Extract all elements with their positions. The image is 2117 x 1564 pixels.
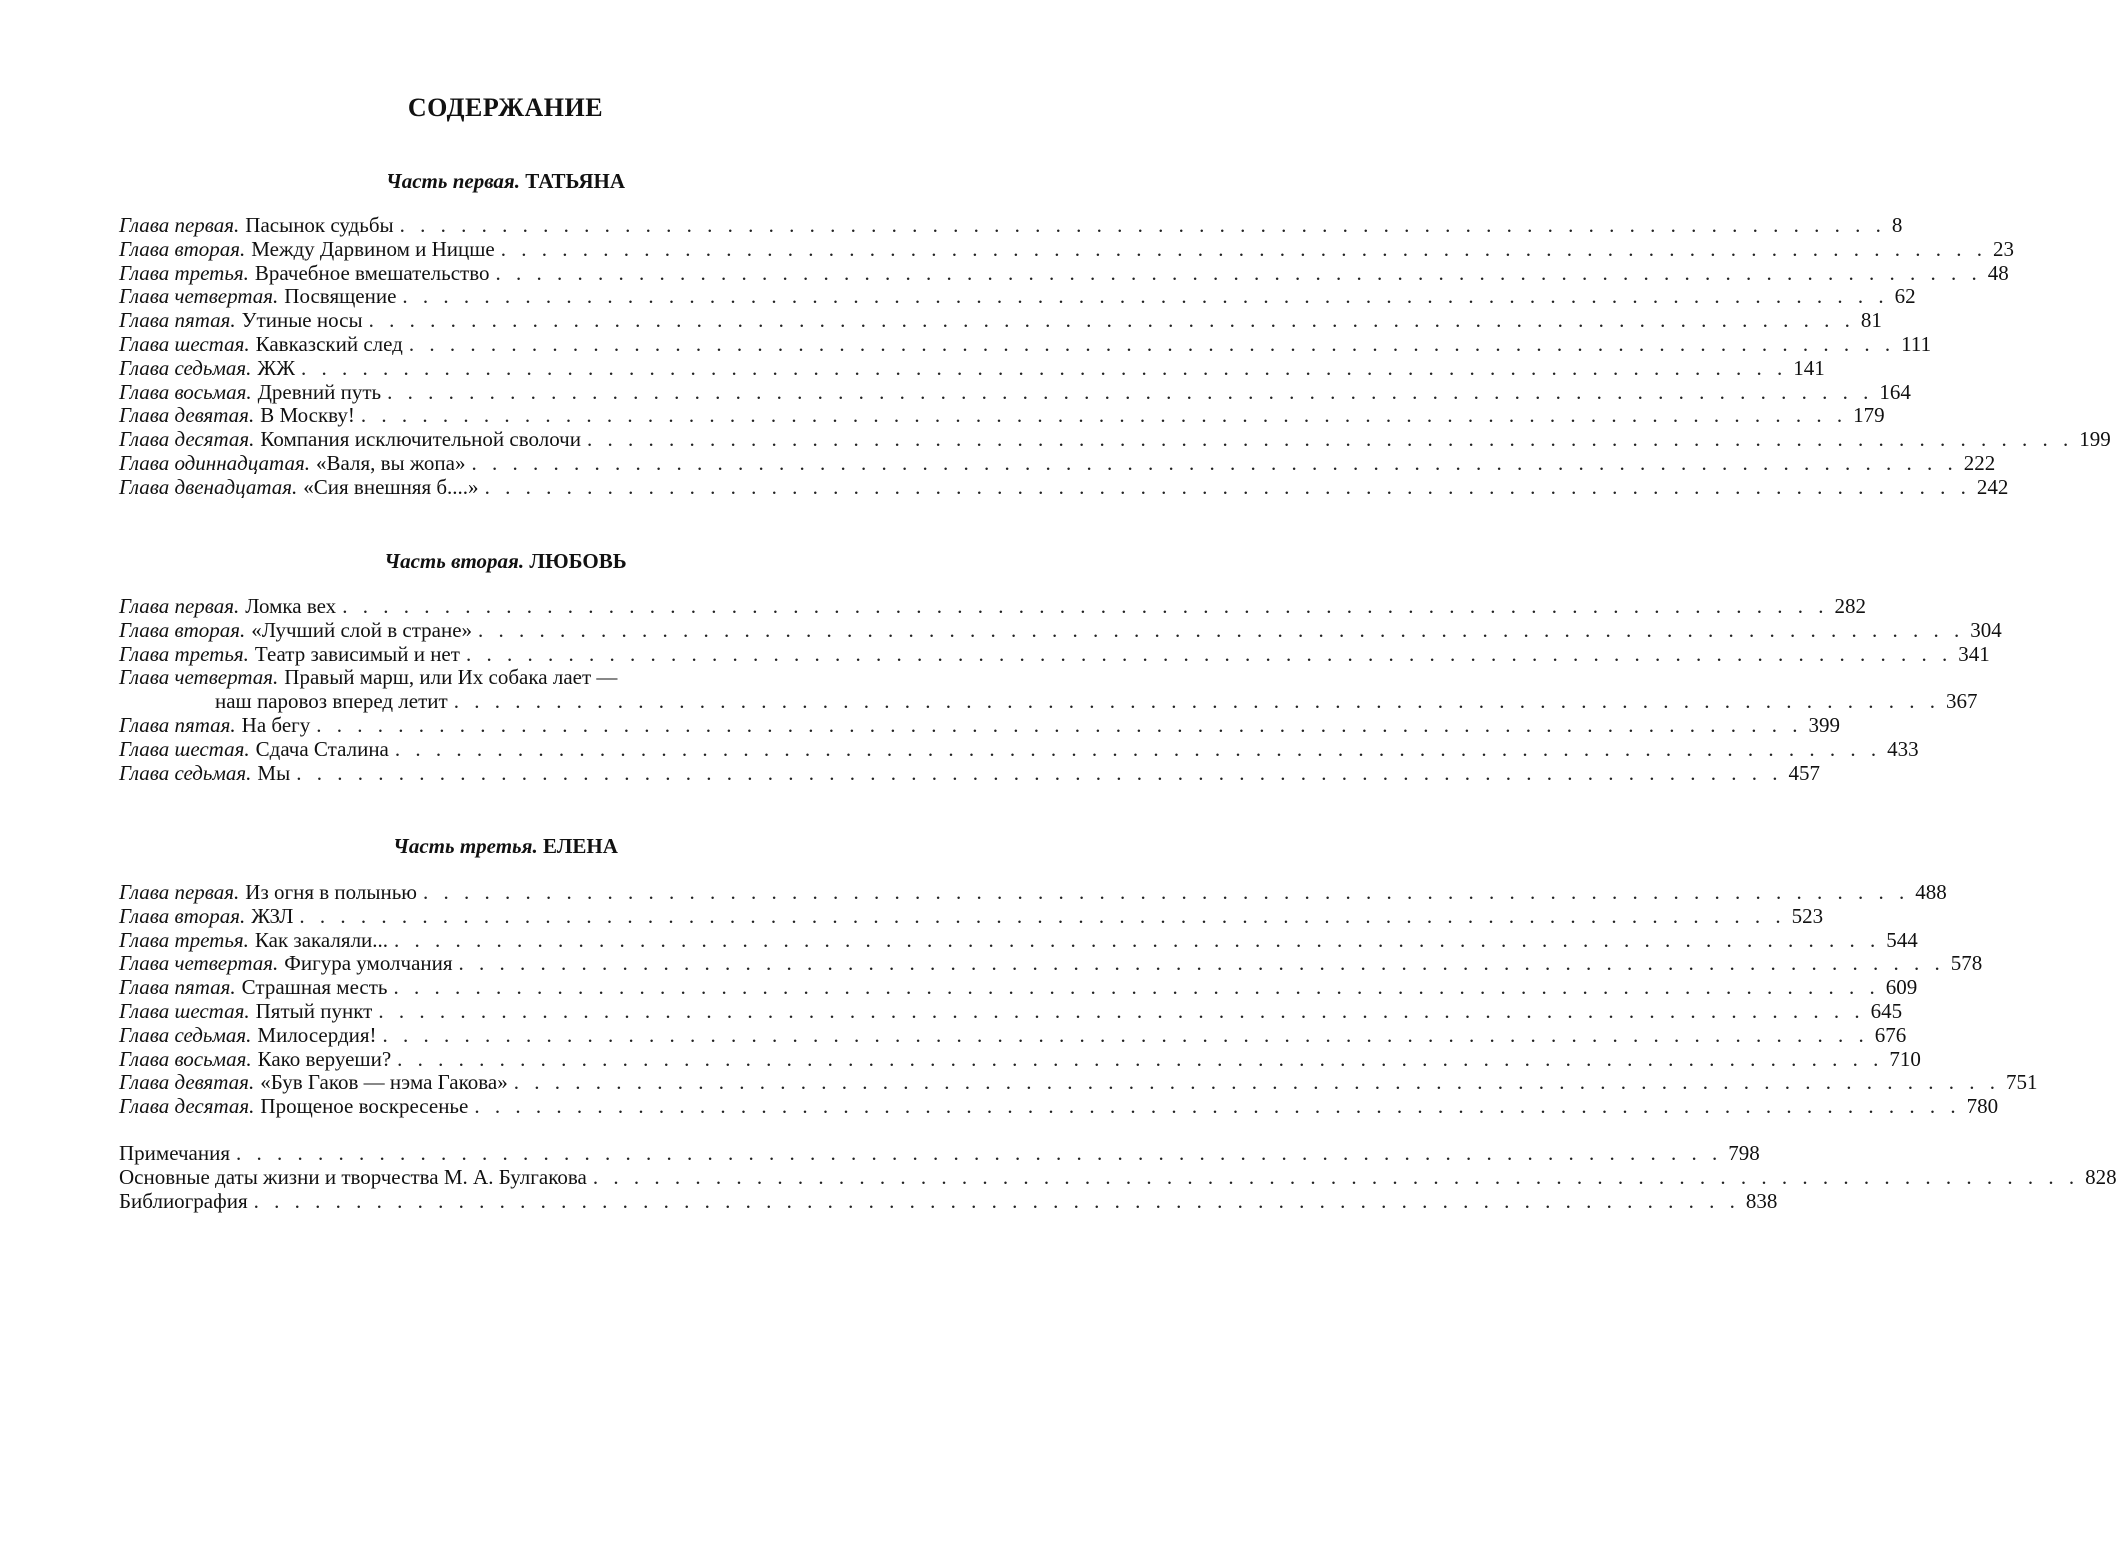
chapter-title: В Москву! bbox=[260, 403, 355, 428]
toc-entry[interactable] bbox=[119, 617, 2002, 643]
chapter-title: «Валя, вы жопа» bbox=[315, 450, 466, 475]
toc-entry[interactable] bbox=[119, 903, 1824, 929]
chapter-title: Фигура умолчания bbox=[284, 951, 453, 976]
chapter-title: Врачебное вмешательство bbox=[254, 260, 490, 285]
dot-leader: . . . . . . . . . . . . . . . . . . . . . . . . . . . . . . . . . . . . . . . . . . . . . . . . . . . . . . . . . . . . . . . . . . . . . . . . . bbox=[592, 1164, 2080, 1189]
part-prefix: Часть первая. bbox=[385, 169, 521, 193]
chapter-number: Глава первая. bbox=[119, 880, 240, 904]
page-number: 488 bbox=[1915, 880, 1947, 904]
chapter-number: Глава пятая. bbox=[119, 308, 236, 333]
dot-leader: . . . . . . . . . . . . . . . . . . . . . . . . . . . . . . . . . . . . . . . . . . . . . . . . . . . . . . . . . . . . . . . . . . . . . . . . . bbox=[387, 379, 1874, 404]
toc-entry[interactable] bbox=[119, 213, 1903, 238]
dot-leader: . . . . . . . . . . . . . . . . . . . . . . . . . . . . . . . . . . . . . . . . . . . . . . . . . . . . . . . . . . . . . . . . . . . . . . . . . bbox=[393, 975, 1880, 1000]
dot-leader: . . . . . . . . . . . . . . . . . . . . . . . . . . . . . . . . . . . . . . . . . . . . . . . . . . . . . . . . . . . . . . . . . . . . . . . . . bbox=[399, 213, 1886, 237]
chapter-number: Глава девятая. bbox=[119, 1070, 255, 1095]
page-number: 828 bbox=[2085, 1164, 2117, 1189]
page-number: 676 bbox=[1874, 1022, 1907, 1047]
toc-entry[interactable] bbox=[119, 1164, 2117, 1190]
dot-leader: . . . . . . . . . . . . . . . . . . . . . . . . . . . . . . . . . . . . . . . . . . . . . . . . . . . . . . . . . . . . . . . . . . . . . . . . . bbox=[422, 880, 1910, 904]
part-heading-2 bbox=[119, 548, 892, 574]
chapter-title: «Сия внешняя б....» bbox=[303, 474, 479, 499]
page-title: СОДЕРЖАНИЕ bbox=[407, 93, 604, 122]
toc-entry[interactable] bbox=[119, 594, 1866, 619]
dot-leader: . . . . . . . . . . . . . . . . . . . . . . . . . . . . . . . . . . . . . . . . . . . . . . . . . . . . . . . . . . . . . . . . . . . . . . . . . bbox=[301, 355, 1788, 380]
part-prefix: Часть вторая. bbox=[384, 549, 525, 573]
toc-entry[interactable] bbox=[119, 998, 1903, 1024]
toc-part-3 bbox=[119, 880, 2038, 1119]
page-number: 199 bbox=[2079, 427, 2111, 452]
appendix-title: Библиография bbox=[119, 1188, 248, 1213]
dot-leader: . . . . . . . . . . . . . . . . . . . . . . . . . . . . . . . . . . . . . . . . . . . . . . . . . . . . . . . . . . . . . . . . . . . . . . . . . bbox=[453, 689, 1940, 714]
page-number: 304 bbox=[1970, 617, 2002, 642]
toc-entry[interactable] bbox=[119, 1141, 1760, 1166]
toc-entry[interactable] bbox=[119, 760, 1820, 786]
toc-appendix bbox=[119, 1141, 2117, 1213]
dot-leader: . . . . . . . . . . . . . . . . . . . . . . . . . . . . . . . . . . . . . . . . . . . . . . . . . . . . . . . . . . . . . . . . . . . . . . . . . bbox=[360, 403, 1848, 428]
page-number: 544 bbox=[1886, 927, 1918, 952]
part-name: ТАТЬЯНА bbox=[525, 169, 625, 193]
toc-entry[interactable] bbox=[119, 1094, 1999, 1119]
toc-entry[interactable] bbox=[119, 379, 1911, 405]
chapter-title: Театр зависимый и нет bbox=[254, 641, 460, 666]
toc-entry[interactable] bbox=[119, 284, 1916, 309]
chapter-title: Между Дарвином и Ницше bbox=[251, 236, 495, 261]
part-prefix: Часть третья. bbox=[393, 834, 538, 858]
dot-leader: . . . . . . . . . . . . . . . . . . . . . . . . . . . . . . . . . . . . . . . . . . . . . . . . . . . . . . . . . . . . . . . . . . . . . . . . . bbox=[296, 760, 1783, 785]
chapter-title: Как закаляли... bbox=[254, 927, 389, 952]
dot-leader: . . . . . . . . . . . . . . . . . . . . . . . . . . . . . . . . . . . . . . . . . . . . . . . . . . . . . . . . . . . . . . . . . . . . . . . . . bbox=[495, 260, 1982, 285]
dot-leader: . . . . . . . . . . . . . . . . . . . . . . . . . . . . . . . . . . . . . . . . . . . . . . . . . . . . . . . . . . . . . . . . . . . . . . . . . bbox=[394, 927, 1881, 952]
page-number: 179 bbox=[1853, 403, 1885, 428]
chapter-number: Глава четвертая. bbox=[119, 951, 279, 976]
chapter-title: Милосердия! bbox=[257, 1022, 377, 1047]
dot-leader: . . . . . . . . . . . . . . . . . . . . . . . . . . . . . . . . . . . . . . . . . . . . . . . . . . . . . . . . . . . . . . . . . . . . . . . . . bbox=[378, 998, 1865, 1023]
page-number: 645 bbox=[1870, 998, 1903, 1023]
page-number: 48 bbox=[1987, 260, 2009, 285]
chapter-number: Глава девятая. bbox=[119, 403, 255, 428]
dot-leader: . . . . . . . . . . . . . . . . . . . . . . . . . . . . . . . . . . . . . . . . . . . . . . . . . . . . . . . . . . . . . . . . . . . . . . . . . bbox=[368, 308, 1855, 333]
dot-leader: . . . . . . . . . . . . . . . . . . . . . . . . . . . . . . . . . . . . . . . . . . . . . . . . . . . . . . . . . . . . . . . . . . . . . . . . . bbox=[478, 617, 1965, 642]
page-number: 23 bbox=[1992, 236, 2014, 261]
chapter-title: Ломка вех bbox=[245, 594, 337, 618]
toc-entry[interactable] bbox=[119, 880, 1947, 905]
toc-part-2 bbox=[119, 594, 2002, 785]
toc-entry-continuation[interactable] bbox=[119, 689, 1978, 714]
page-number: 798 bbox=[1728, 1141, 1760, 1165]
chapter-number: Глава седьмая. bbox=[119, 355, 252, 380]
chapter-number: Глава двенадцатая. bbox=[119, 474, 298, 499]
chapter-number: Глава седьмая. bbox=[119, 760, 252, 785]
page-number: 8 bbox=[1891, 213, 1903, 237]
chapter-number: Глава шестая. bbox=[119, 998, 250, 1023]
page-number: 523 bbox=[1791, 903, 1824, 928]
dot-leader: . . . . . . . . . . . . . . . . . . . . . . . . . . . . . . . . . . . . . . . . . . . . . . . . . . . . . . . . . . . . . . . . . . . . . . . . . bbox=[513, 1070, 2000, 1095]
dot-leader: . . . . . . . . . . . . . . . . . . . . . . . . . . . . . . . . . . . . . . . . . . . . . . . . . . . . . . . . . . . . . . . . . . . . . . . . . bbox=[253, 1188, 1740, 1213]
page-number: 838 bbox=[1745, 1188, 1778, 1213]
toc-entry[interactable] bbox=[119, 1046, 1921, 1072]
page-number: 367 bbox=[1945, 689, 1978, 714]
toc-entry[interactable] bbox=[119, 331, 1932, 357]
page-number: 141 bbox=[1793, 355, 1825, 380]
chapter-number: Глава вторая. bbox=[119, 903, 246, 928]
dot-leader: . . . . . . . . . . . . . . . . . . . . . . . . . . . . . . . . . . . . . . . . . . . . . . . . . . . . . . . . . . . . . . . . . . . . . . . . . bbox=[342, 594, 1829, 618]
dot-leader: . . . . . . . . . . . . . . . . . . . . . . . . . . . . . . . . . . . . . . . . . . . . . . . . . . . . . . . . . . . . . . . . . . . . . . . . . bbox=[397, 1046, 1884, 1071]
toc-entry[interactable] bbox=[119, 1188, 1778, 1214]
chapter-number: Глава четвертая. bbox=[119, 284, 279, 309]
chapter-title: Посвящение bbox=[284, 284, 397, 309]
chapter-title: Из огня в полынью bbox=[245, 880, 417, 904]
chapter-number: Глава четвертая. bbox=[119, 665, 279, 690]
dot-leader: . . . . . . . . . . . . . . . . . . . . . . . . . . . . . . . . . . . . . . . . . . . . . . . . . . . . . . . . . . . . . . . . . . . . . . . . . bbox=[586, 427, 2074, 452]
part-name: ЛЮБОВЬ bbox=[529, 549, 627, 573]
chapter-number: Глава вторая. bbox=[119, 617, 246, 642]
chapter-number: Глава десятая. bbox=[119, 427, 255, 452]
page-number: 282 bbox=[1834, 594, 1866, 618]
dot-leader: . . . . . . . . . . . . . . . . . . . . . . . . . . . . . . . . . . . . . . . . . . . . . . . . . . . . . . . . . . . . . . . . . . . . . . . . . bbox=[458, 951, 1945, 976]
page-number: 81 bbox=[1860, 308, 1882, 333]
toc-entry[interactable] bbox=[119, 403, 1885, 428]
toc-entry[interactable] bbox=[119, 355, 1825, 381]
toc-entry[interactable] bbox=[119, 927, 1918, 953]
chapter-number: Глава шестая. bbox=[119, 331, 250, 356]
chapter-number: Глава первая. bbox=[119, 213, 240, 237]
chapter-number: Глава пятая. bbox=[119, 712, 236, 737]
toc-entry[interactable] bbox=[119, 308, 1882, 333]
page-number: 780 bbox=[1966, 1094, 1999, 1119]
chapter-number: Глава шестая. bbox=[119, 736, 250, 761]
chapter-title: Правый марш, или Их собака лает — bbox=[284, 665, 618, 690]
page-number: 242 bbox=[1976, 474, 2009, 499]
page-number: 399 bbox=[1808, 712, 1840, 737]
chapter-title: Пятый пункт bbox=[255, 998, 373, 1023]
chapter-title: Пасынок судьбы bbox=[245, 213, 394, 237]
chapter-title: ЖЗЛ bbox=[251, 903, 294, 928]
dot-leader: . . . . . . . . . . . . . . . . . . . . . . . . . . . . . . . . . . . . . . . . . . . . . . . . . . . . . . . . . . . . . . . . . . . . . . . . . bbox=[394, 736, 1882, 761]
chapter-title: «Лучший слой в стране» bbox=[251, 617, 473, 642]
dot-leader: . . . . . . . . . . . . . . . . . . . . . . . . . . . . . . . . . . . . . . . . . . . . . . . . . . . . . . . . . . . . . . . . . . . . . . . . . bbox=[236, 1141, 1723, 1165]
page-number: 457 bbox=[1788, 760, 1820, 785]
chapter-title: ЖЖ bbox=[257, 355, 296, 380]
dot-leader: . . . . . . . . . . . . . . . . . . . . . . . . . . . . . . . . . . . . . . . . . . . . . . . . . . . . . . . . . . . . . . . . . . . . . . . . . bbox=[299, 903, 1786, 928]
chapter-title-continuation: наш паровоз вперед летит bbox=[215, 689, 448, 714]
chapter-title: Како веруеши? bbox=[257, 1046, 392, 1071]
chapter-title: Древний путь bbox=[257, 379, 382, 404]
dot-leader: . . . . . . . . . . . . . . . . . . . . . . . . . . . . . . . . . . . . . . . . . . . . . . . . . . . . . . . . . . . . . . . . . . . . . . . . . bbox=[408, 331, 1896, 356]
page-number: 62 bbox=[1894, 284, 1916, 309]
page-number: 164 bbox=[1879, 379, 1911, 404]
dot-leader: . . . . . . . . . . . . . . . . . . . . . . . . . . . . . . . . . . . . . . . . . . . . . . . . . . . . . . . . . . . . . . . . . . . . . . . . . bbox=[465, 641, 1953, 666]
chapter-number: Глава восьмая. bbox=[119, 1046, 252, 1071]
chapter-number: Глава одиннадцатая. bbox=[119, 450, 310, 475]
chapter-title: Сдача Сталина bbox=[255, 736, 389, 761]
chapter-number: Глава седьмая. bbox=[119, 1022, 252, 1047]
page-number: 751 bbox=[2005, 1070, 2038, 1095]
chapter-title: Прощеное воскресенье bbox=[260, 1094, 469, 1119]
chapter-title: Мы bbox=[257, 760, 291, 785]
toc-entry[interactable] bbox=[119, 1070, 2038, 1095]
chapter-title: Компания исключительной сволочи bbox=[260, 427, 581, 452]
page-number: 111 bbox=[1901, 331, 1932, 356]
toc-entry[interactable] bbox=[119, 736, 1919, 762]
chapter-number: Глава пятая. bbox=[119, 975, 236, 1000]
part-heading-1 bbox=[119, 168, 892, 194]
toc-part-1 bbox=[119, 213, 2111, 500]
chapter-title: Утиные носы bbox=[241, 308, 363, 333]
toc-entry[interactable] bbox=[119, 236, 2014, 262]
dot-leader: . . . . . . . . . . . . . . . . . . . . . . . . . . . . . . . . . . . . . . . . . . . . . . . . . . . . . . . . . . . . . . . . . . . . . . . . . bbox=[500, 236, 1987, 261]
chapter-number: Глава вторая. bbox=[119, 236, 246, 261]
dot-leader: . . . . . . . . . . . . . . . . . . . . . . . . . . . . . . . . . . . . . . . . . . . . . . . . . . . . . . . . . . . . . . . . . . . . . . . . . bbox=[382, 1022, 1869, 1047]
chapter-title: Кавказский след bbox=[255, 331, 403, 356]
page-number: 710 bbox=[1889, 1046, 1921, 1071]
chapter-title: На бегу bbox=[241, 712, 311, 737]
dot-leader: . . . . . . . . . . . . . . . . . . . . . . . . . . . . . . . . . . . . . . . . . . . . . . . . . . . . . . . . . . . . . . . . . . . . . . . . . bbox=[471, 450, 1958, 475]
toc-entry[interactable] bbox=[119, 975, 1918, 1000]
page-number: 433 bbox=[1887, 736, 1919, 761]
page-number: 341 bbox=[1958, 641, 1990, 666]
toc-entry[interactable] bbox=[119, 474, 2009, 500]
appendix-title: Примечания bbox=[119, 1141, 231, 1165]
chapter-title: «Був Гаков — нэма Гакова» bbox=[260, 1070, 508, 1095]
chapter-number: Глава первая. bbox=[119, 594, 240, 618]
chapter-number: Глава третья. bbox=[119, 260, 249, 285]
toc-entry[interactable] bbox=[119, 951, 1983, 976]
page-number: 609 bbox=[1885, 975, 1918, 1000]
dot-leader: . . . . . . . . . . . . . . . . . . . . . . . . . . . . . . . . . . . . . . . . . . . . . . . . . . . . . . . . . . . . . . . . . . . . . . . . . bbox=[316, 712, 1803, 737]
toc-entry[interactable] bbox=[119, 260, 2009, 286]
chapter-number: Глава третья. bbox=[119, 927, 249, 952]
toc-entry[interactable] bbox=[119, 450, 1996, 476]
chapter-number: Глава десятая. bbox=[119, 1094, 255, 1119]
toc-entry[interactable] bbox=[119, 1022, 1907, 1048]
chapter-number: Глава третья. bbox=[119, 641, 249, 666]
part-heading-3 bbox=[119, 833, 892, 859]
dot-leader: . . . . . . . . . . . . . . . . . . . . . . . . . . . . . . . . . . . . . . . . . . . . . . . . . . . . . . . . . . . . . . . . . . . . . . . . . bbox=[402, 284, 1889, 309]
toc-entry[interactable] bbox=[119, 666, 892, 690]
appendix-title: Основные даты жизни и творчества М. А. Булгакова bbox=[119, 1164, 587, 1189]
chapter-number: Глава восьмая. bbox=[119, 379, 252, 404]
part-name: ЕЛЕНА bbox=[542, 834, 618, 858]
page-number: 222 bbox=[1963, 450, 1996, 475]
dot-leader: . . . . . . . . . . . . . . . . . . . . . . . . . . . . . . . . . . . . . . . . . . . . . . . . . . . . . . . . . . . . . . . . . . . . . . . . . bbox=[484, 474, 1971, 499]
chapter-title: Страшная месть bbox=[241, 975, 388, 1000]
toc-entry[interactable] bbox=[119, 427, 2111, 452]
toc-entry[interactable] bbox=[119, 712, 1840, 738]
page-number: 578 bbox=[1950, 951, 1983, 976]
dot-leader: . . . . . . . . . . . . . . . . . . . . . . . . . . . . . . . . . . . . . . . . . . . . . . . . . . . . . . . . . . . . . . . . . . . . . . . . . bbox=[474, 1094, 1961, 1119]
toc-entry[interactable] bbox=[119, 641, 1990, 667]
